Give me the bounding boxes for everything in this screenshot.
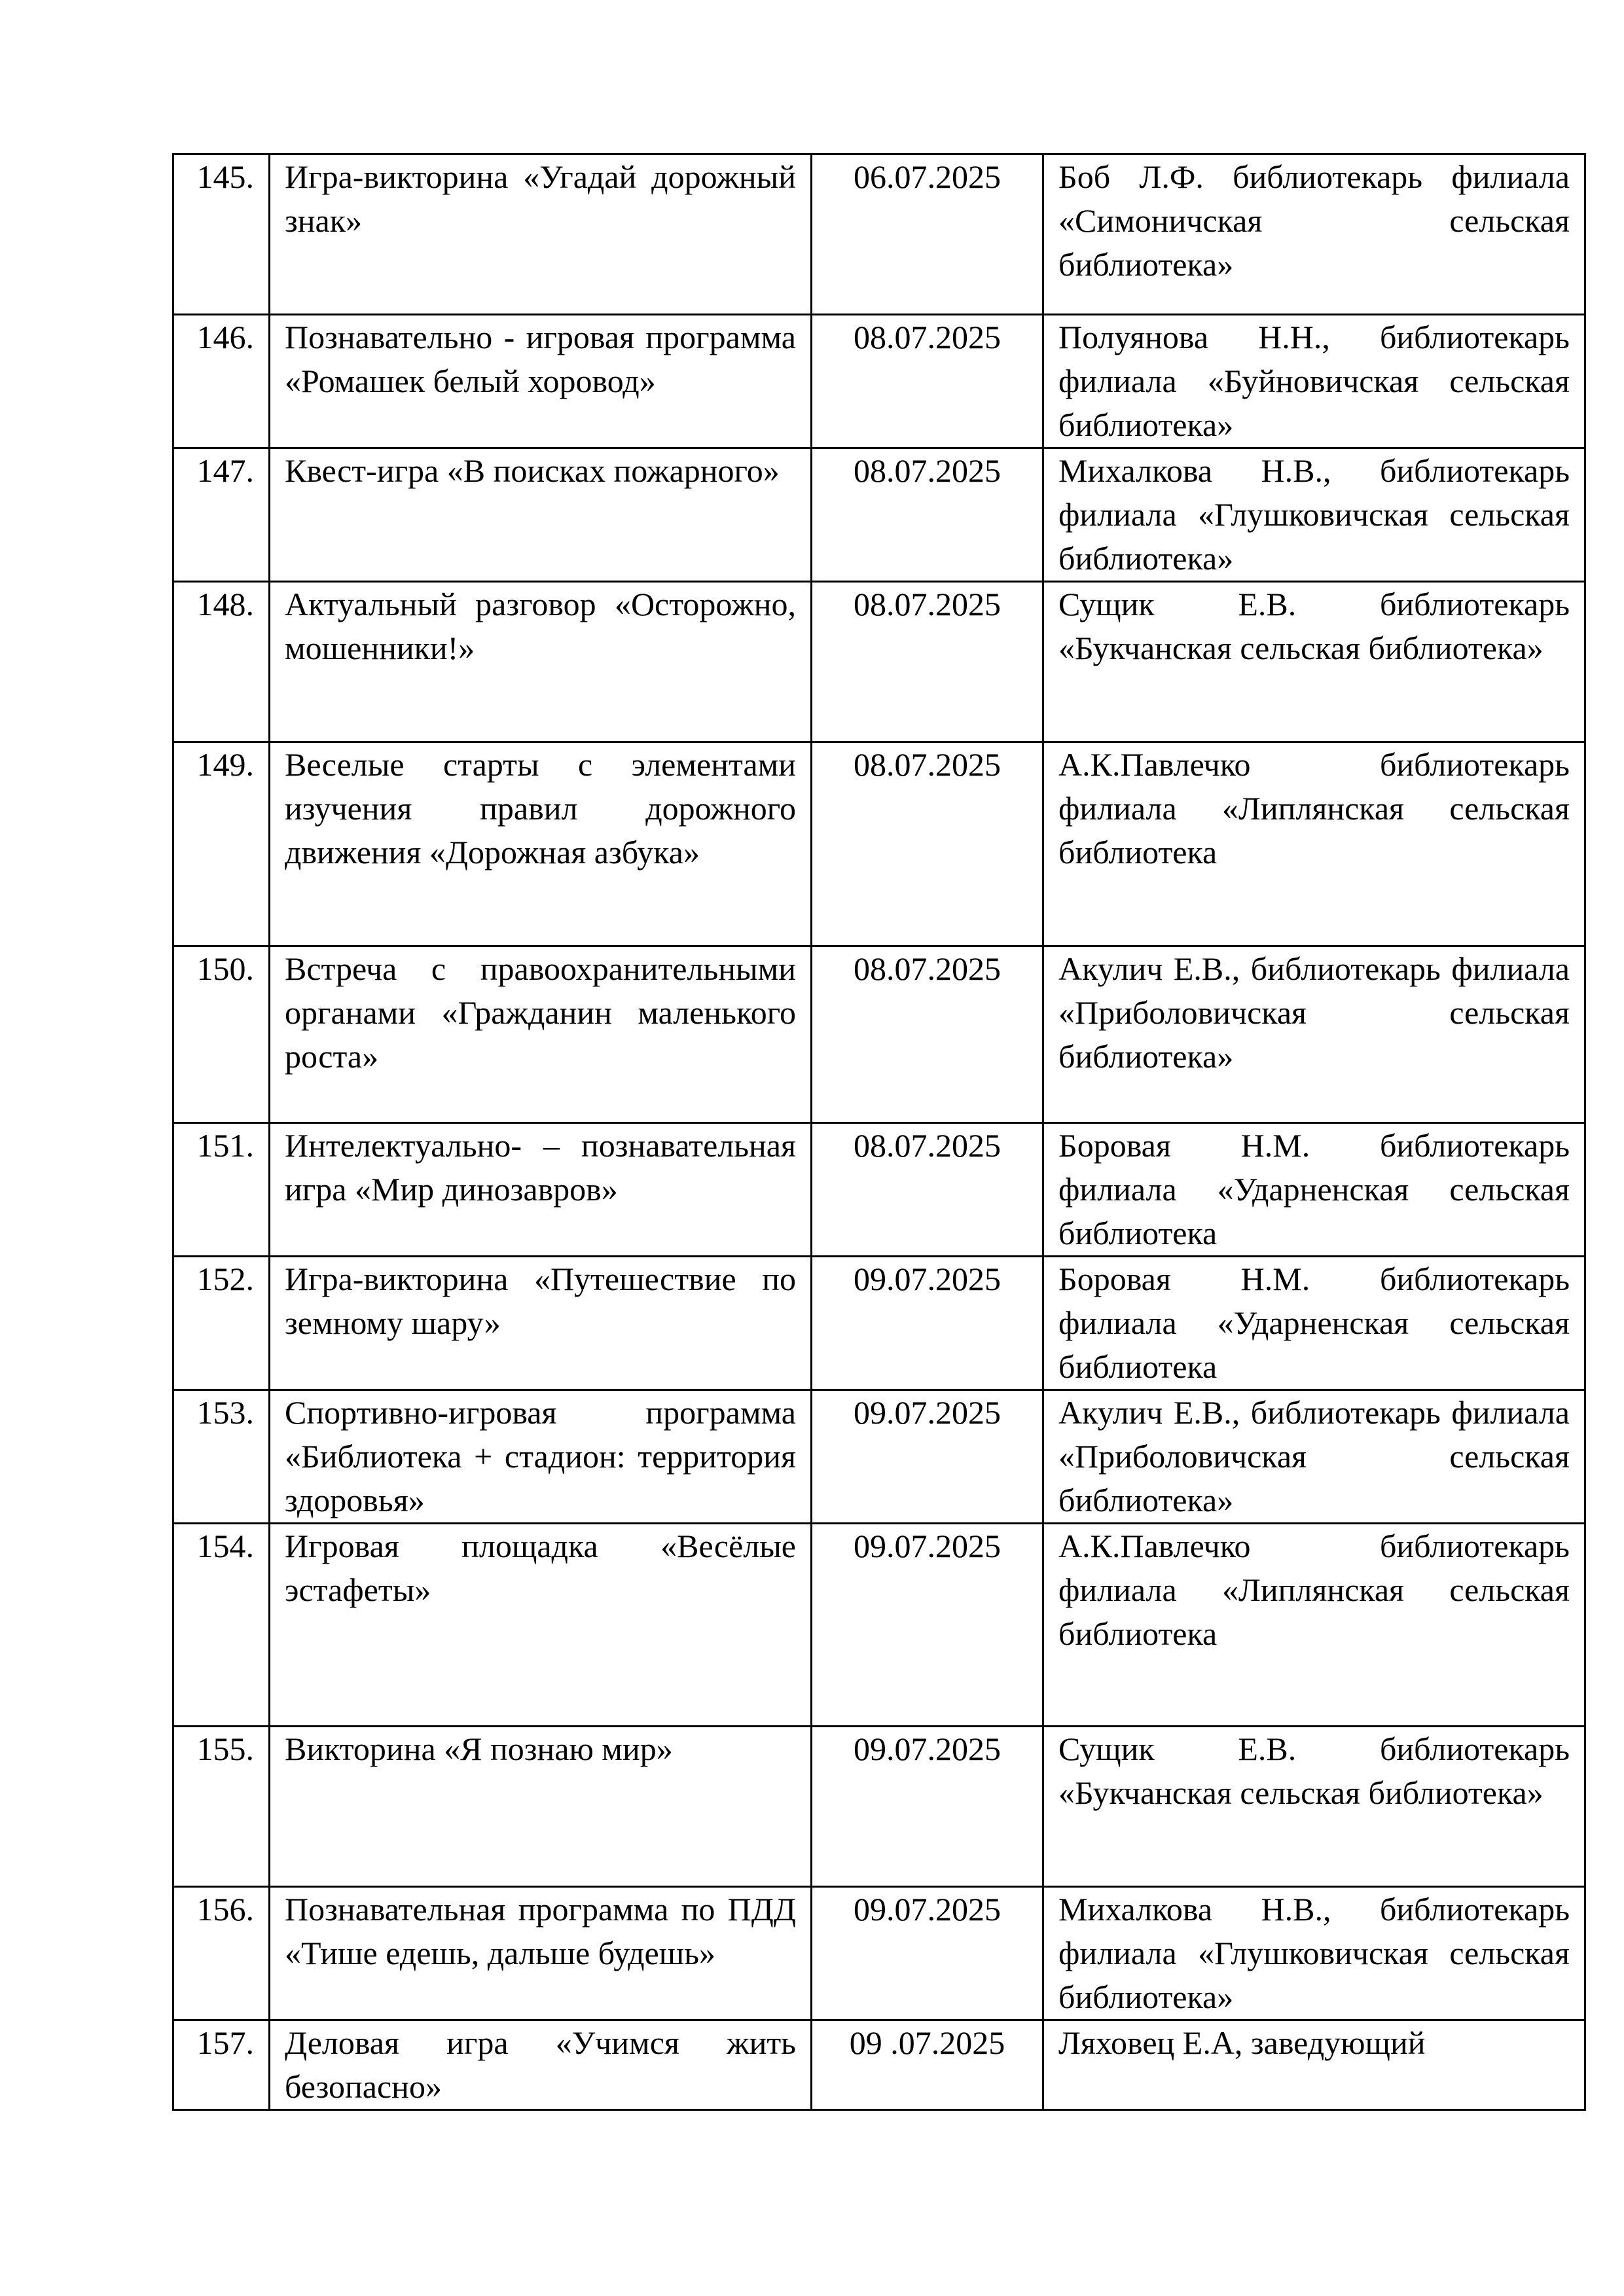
event-title: Викторина «Я познаю мир» xyxy=(270,1727,812,1887)
event-title: Спортивно-игровая программа «Библиотека + стадион: территория здоровья» xyxy=(270,1390,812,1524)
event-date: 09.07.2025 xyxy=(812,1390,1043,1524)
event-responsible: Сущик Е.В. библиотекарь «Букчанская сельская библиотека» xyxy=(1043,1727,1585,1887)
event-responsible: Полуянова Н.Н., библиотекарь филиала «Буйновичская сельская библиотека» xyxy=(1043,315,1585,448)
event-date: 08.07.2025 xyxy=(812,1123,1043,1257)
row-number: 149. xyxy=(173,742,270,946)
event-responsible: Боровая Н.М. библиотекарь филиала «Ударненская сельская библиотека xyxy=(1043,1257,1585,1390)
table-row xyxy=(173,1887,1585,2020)
table-row xyxy=(173,742,1585,946)
row-number: 157. xyxy=(173,2020,270,2110)
row-number: 147. xyxy=(173,448,270,582)
event-title: Интелектуально- – познавательная игра «Мир динозавров» xyxy=(270,1123,812,1257)
event-date: 09.07.2025 xyxy=(812,1727,1043,1887)
event-responsible: Михалкова Н.В., библиотекарь филиала «Глушковичская сельская библиотека» xyxy=(1043,1887,1585,2020)
event-date: 08.07.2025 xyxy=(812,582,1043,742)
row-number: 156. xyxy=(173,1887,270,2020)
event-date: 08.07.2025 xyxy=(812,946,1043,1123)
event-responsible: Акулич Е.В., библиотекарь филиала «Приболовичская сельская библиотека» xyxy=(1043,1390,1585,1524)
event-date: 09.07.2025 xyxy=(812,1257,1043,1390)
event-responsible: Ляховец Е.А, заведующий xyxy=(1043,2020,1585,2110)
table-row xyxy=(173,154,1585,315)
event-responsible: Боровая Н.М. библиотекарь филиала «Ударненская сельская библиотека xyxy=(1043,1123,1585,1257)
table-row xyxy=(173,946,1585,1123)
event-responsible: Сущик Е.В. библиотекарь «Букчанская сельская библиотека» xyxy=(1043,582,1585,742)
event-title: Познавательная программа по ПДД «Тише едешь, дальше будешь» xyxy=(270,1887,812,2020)
event-date: 08.07.2025 xyxy=(812,315,1043,448)
events-table xyxy=(172,153,1586,2111)
event-title: Квест-игра «В поисках пожарного» xyxy=(270,448,812,582)
event-title: Деловая игра «Учимся жить безопасно» xyxy=(270,2020,812,2110)
event-title: Познавательно - игровая программа «Ромашек белый хоровод» xyxy=(270,315,812,448)
event-date: 08.07.2025 xyxy=(812,448,1043,582)
event-title: Встреча с правоохранительными органами «Гражданин маленького роста» xyxy=(270,946,812,1123)
event-date: 06.07.2025 xyxy=(812,154,1043,315)
event-title: Веселые старты с элементами изучения правил дорожного движения «Дорожная азбука» xyxy=(270,742,812,946)
row-number: 155. xyxy=(173,1727,270,1887)
row-number: 153. xyxy=(173,1390,270,1524)
event-responsible: Боб Л.Ф. библиотекарь филиала «Симоничская сельская библиотека» xyxy=(1043,154,1585,315)
table-row xyxy=(173,315,1585,448)
event-title: Игра-викторина «Угадай дорожный знак» xyxy=(270,154,812,315)
table-row xyxy=(173,1123,1585,1257)
event-date: 08.07.2025 xyxy=(812,742,1043,946)
table-row xyxy=(173,582,1585,742)
event-date: 09.07.2025 xyxy=(812,1524,1043,1727)
table-row xyxy=(173,1390,1585,1524)
row-number: 151. xyxy=(173,1123,270,1257)
table-row xyxy=(173,2020,1585,2110)
event-title: Игра-викторина «Путешествие по земному шару» xyxy=(270,1257,812,1390)
event-date: 09.07.2025 xyxy=(812,1887,1043,2020)
row-number: 146. xyxy=(173,315,270,448)
table-row xyxy=(173,1524,1585,1727)
event-responsible: А.К.Павлечко библиотекарь филиала «Липлянская сельская библиотека xyxy=(1043,1524,1585,1727)
row-number: 148. xyxy=(173,582,270,742)
table-row xyxy=(173,1727,1585,1887)
table-row xyxy=(173,448,1585,582)
event-date: 09 .07.2025 xyxy=(812,2020,1043,2110)
event-responsible: Акулич Е.В., библиотекарь филиала «Приболовичская сельская библиотека» xyxy=(1043,946,1585,1123)
row-number: 145. xyxy=(173,154,270,315)
row-number: 150. xyxy=(173,946,270,1123)
event-title: Актуальный разговор «Осторожно, мошенники!» xyxy=(270,582,812,742)
event-responsible: Михалкова Н.В., библиотекарь филиала «Глушковичская сельская библиотека» xyxy=(1043,448,1585,582)
table-row xyxy=(173,1257,1585,1390)
event-title: Игровая площадка «Весёлые эстафеты» xyxy=(270,1524,812,1727)
row-number: 154. xyxy=(173,1524,270,1727)
row-number: 152. xyxy=(173,1257,270,1390)
event-responsible: А.К.Павлечко библиотекарь филиала «Липлянская сельская библиотека xyxy=(1043,742,1585,946)
